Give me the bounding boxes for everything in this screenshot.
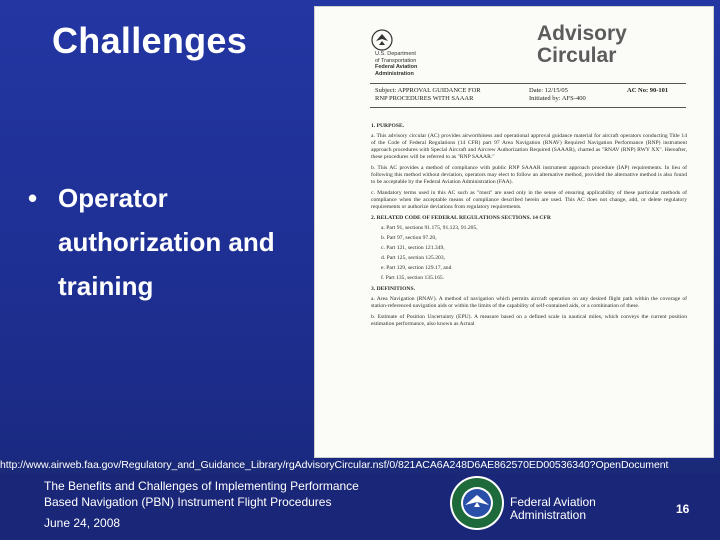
advisory-circular-image: [314, 6, 714, 458]
doc-list-item: a. Part 91, sections 91.175, 91.123, 91.205,: [381, 225, 478, 231]
bullet-line: training: [58, 271, 154, 301]
dot-emblem-icon: [371, 29, 393, 51]
doc-paragraph: c. Mandatory terms used in this AC such as "must" are used only in the sense of ensuring applicability of these particular methods of compliance when the acceptable means of compliance described herein are used. This AC does not change, add, or delete regulatory requirements or authorize deviations from regulatory requirements.: [371, 190, 687, 210]
footer-agency-line: Administration: [510, 508, 587, 522]
doc-paragraph: a. Area Navigation (RNAV). A method of navigation which permits aircraft operation on any desired flight path within the coverage of station-referenced navigation aids or within the limits of the capability of self-contained aids, or a combination of these.: [371, 296, 687, 309]
doc-paragraph: b. This AC provides a method of compliance with public RNP SAAAR instrument approach procedure (IAP) requirements. In lieu of following this method without deviation, operators may elect to follow an alternative method, provided the alternative method is also found to be acceptable by the Federal Aviation Administration (FAA).: [371, 165, 687, 185]
doc-title-line: Circular: [537, 44, 617, 67]
page-number: 16: [676, 502, 690, 516]
doc-ac-number: AC No: 90-101: [627, 87, 669, 94]
doc-list-item: f. Part 135, section 135.165.: [381, 275, 445, 281]
doc-divider: [370, 83, 686, 84]
presentation-date: June 24, 2008: [44, 516, 121, 530]
bullet-line: Operator: [58, 183, 168, 213]
doc-divider: [370, 107, 686, 108]
source-url-link[interactable]: http://www.airweb.faa.gov/Regulatory_and_Guidance_Library/rgAdvisoryCircular.nsf/0/821ACA6A248D6AE862570ED00536340?OpenDocument: [0, 459, 669, 471]
bullet-line: authorization and: [58, 227, 275, 257]
doc-agency-line: Federal Aviation: [375, 64, 418, 70]
doc-subject: [375, 87, 481, 103]
doc-list-item: e. Part 129, section 129.17, and: [381, 265, 452, 271]
presentation-title: [44, 478, 404, 510]
doc-section-heading: 1. PURPOSE.: [371, 123, 405, 129]
bullet-item: [58, 176, 318, 308]
slide-title: Challenges: [52, 20, 248, 61]
slide-footer: [0, 474, 720, 540]
doc-list-item: d. Part 125, section 125.203,: [381, 255, 446, 261]
doc-date-block: [529, 87, 586, 103]
doc-list-item: c. Part 121, section 121.349,: [381, 245, 445, 251]
doc-list-item: b. Part 97, section 97.20,: [381, 235, 437, 241]
doc-subject-line: Subject: APPROVAL GUIDANCE FOR: [375, 87, 481, 94]
footer-agency-line: Federal Aviation: [510, 495, 596, 509]
doc-paragraph: b. Estimate of Position Uncertainty (EPU). A measure based on a defined scale in nautical miles, which conveys the current position estimation performance, also known as Actual: [371, 314, 687, 327]
doc-initiated: Initiated by: AFS-400: [529, 95, 586, 102]
doc-agency-line: U.S. Department: [375, 51, 416, 57]
doc-body: [371, 119, 687, 332]
doc-title: [537, 23, 627, 67]
doc-agency-line: of Transportation: [375, 57, 417, 64]
faa-seal-icon: [448, 474, 506, 532]
doc-agency-line: Administration: [375, 70, 414, 77]
doc-title-line: Advisory: [537, 22, 627, 45]
bullet-list: [28, 176, 318, 308]
doc-section-heading: 2. RELATED CODE OF FEDERAL REGULATIONS SECTIONS. 14 CFR: [371, 215, 551, 221]
doc-agency: [375, 51, 485, 77]
doc-date: Date: 12/15/05: [529, 87, 568, 94]
footer-agency: [510, 496, 596, 522]
doc-section-heading: 3. DEFINITIONS.: [371, 286, 415, 292]
presentation-title-line: The Benefits and Challenges of Implementing Performance: [44, 479, 359, 493]
presentation-title-line: Based Navigation (PBN) Instrument Flight Procedures: [44, 495, 332, 509]
doc-subject-line: RNP PROCEDURES WITH SAAAR: [375, 95, 474, 102]
bullet-dot-icon: •: [28, 183, 38, 213]
doc-paragraph: a. This advisory circular (AC) provides airworthiness and operational approval guidance material for aircraft operators conducting Title 14 of the Code of Federal Regulations (14 CFR) part 97 Area Navigation (RNAV) Required Navigation Performance (RNP) instrument approach procedures with Special Aircraft and Aircrew Authorization Required (SAAAR), charted as "RNAV (RNP) RWY XX". Hereafter, these procedures will be referred to as "RNP SAAAR.": [371, 133, 687, 160]
